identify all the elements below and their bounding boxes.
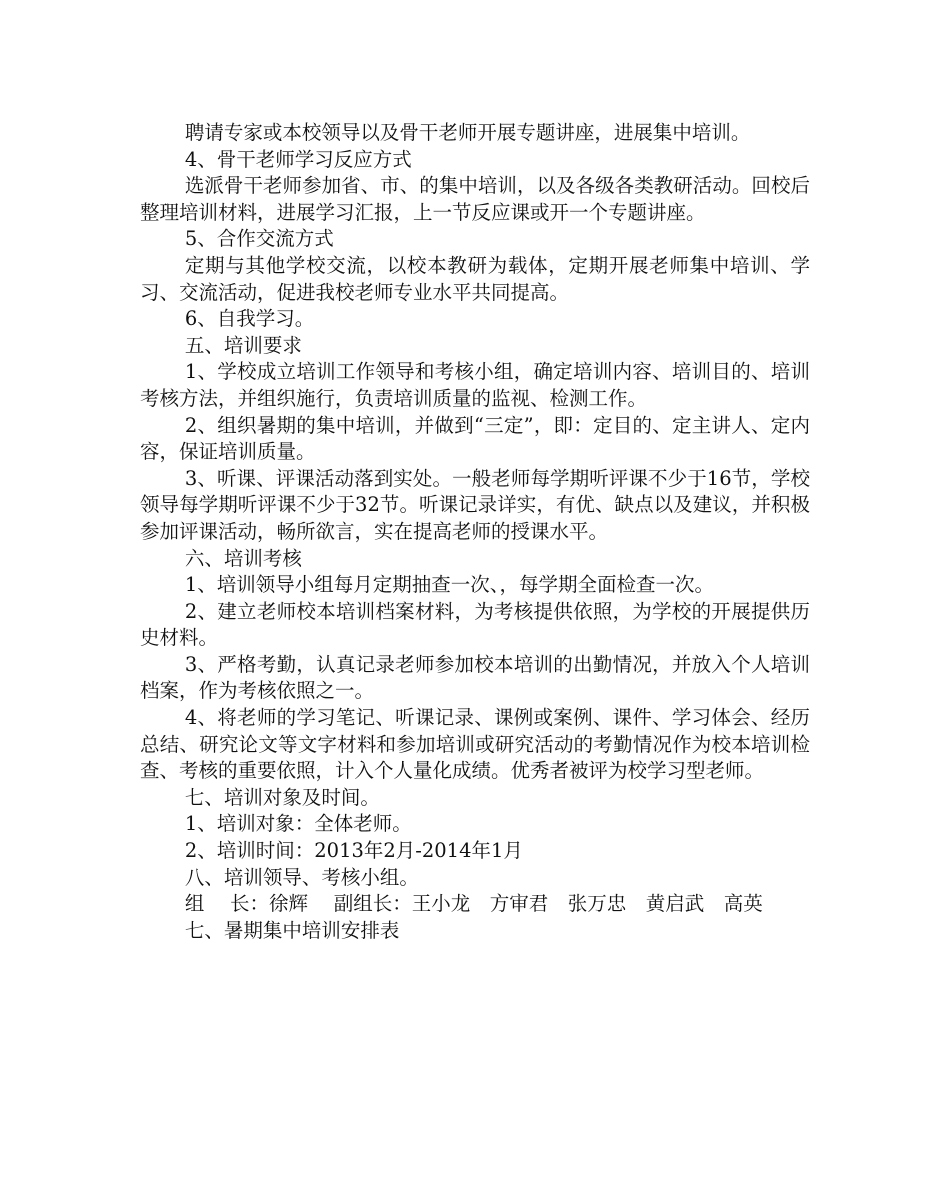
paragraph: 4、将老师的学习笔记、听课记录、课例或案例、课件、学习体会、经历总结、研究论文等文字材料和参加培训或研究活动的考勤情况作为校本培训检查、考核的重要依照，计入个人量化成绩。优秀者被评为校学习型老师。 <box>140 706 810 783</box>
section-subheading: 6、自我学习。 <box>184 307 315 331</box>
paragraph: 3、听课、评课活动落到实处。一般老师每学期听评课不少于16节，学校领导每学期听评课不少于32节。听课记录详实，有优、缺点以及建议，并积极参加评课活动，畅所欲言，实在提高老师的授课水平。 <box>140 466 810 543</box>
section-heading: 八、培训领导、考核小组。 <box>184 865 419 889</box>
paragraph: 选派骨干老师参加省、市、的集中培训，以及各级各类教研活动。回校后整理培训材料，进展学习汇报，上一节反应课或开一个专题讲座。 <box>140 174 810 224</box>
section-heading: 六、培训考核 <box>184 546 302 570</box>
paragraph: 3、严格考勤，认真记录老师参加校本培训的出勤情况，并放入个人培训档案，作为考核依照之一。 <box>140 652 810 703</box>
paragraph: 定期与其他学校交流，以校本教研为载体，定期开展老师集中培训、学习、交流活动，促进我校老师专业水平共同提高。 <box>140 253 810 304</box>
section-heading: 七、培训对象及时间。 <box>184 785 380 809</box>
section-heading: 五、培训要求 <box>184 333 302 357</box>
paragraph: 1、培训对象：全体老师。 <box>184 812 412 836</box>
section-subheading: 5、合作交流方式 <box>184 227 334 251</box>
team-members-line: 组 长：徐辉 副组长：王小龙 方审君 张万忠 黄启武 高英 <box>184 892 763 916</box>
section-heading: 七、暑期集中培训安排表 <box>184 918 400 942</box>
section-subheading: 4、骨干老师学习反应方式 <box>184 147 412 171</box>
paragraph: 2、培训时间：2013年2月-2014年1月 <box>184 839 523 863</box>
paragraph: 1、培训领导小组每月定期抽查一次、，每学期全面检查一次。 <box>184 573 715 597</box>
paragraph: 2、建立老师校本培训档案材料，为考核提供依照，为学校的开展提供历史材料。 <box>140 599 810 650</box>
paragraph: 1、学校成立培训工作领导和考核小组，确定培训内容、培训目的、培训考核方法，并组织施行，负责培训质量的监视、检测工作。 <box>140 360 810 410</box>
paragraph: 2、组织暑期的集中培训，并做到“三定”，即：定目的、定主讲人、定内容，保证培训质量。 <box>140 413 810 464</box>
paragraph: 聘请专家或本校领导以及骨干老师开展专题讲座，进展集中培训。 <box>184 121 751 144</box>
document-page <box>140 120 810 944</box>
